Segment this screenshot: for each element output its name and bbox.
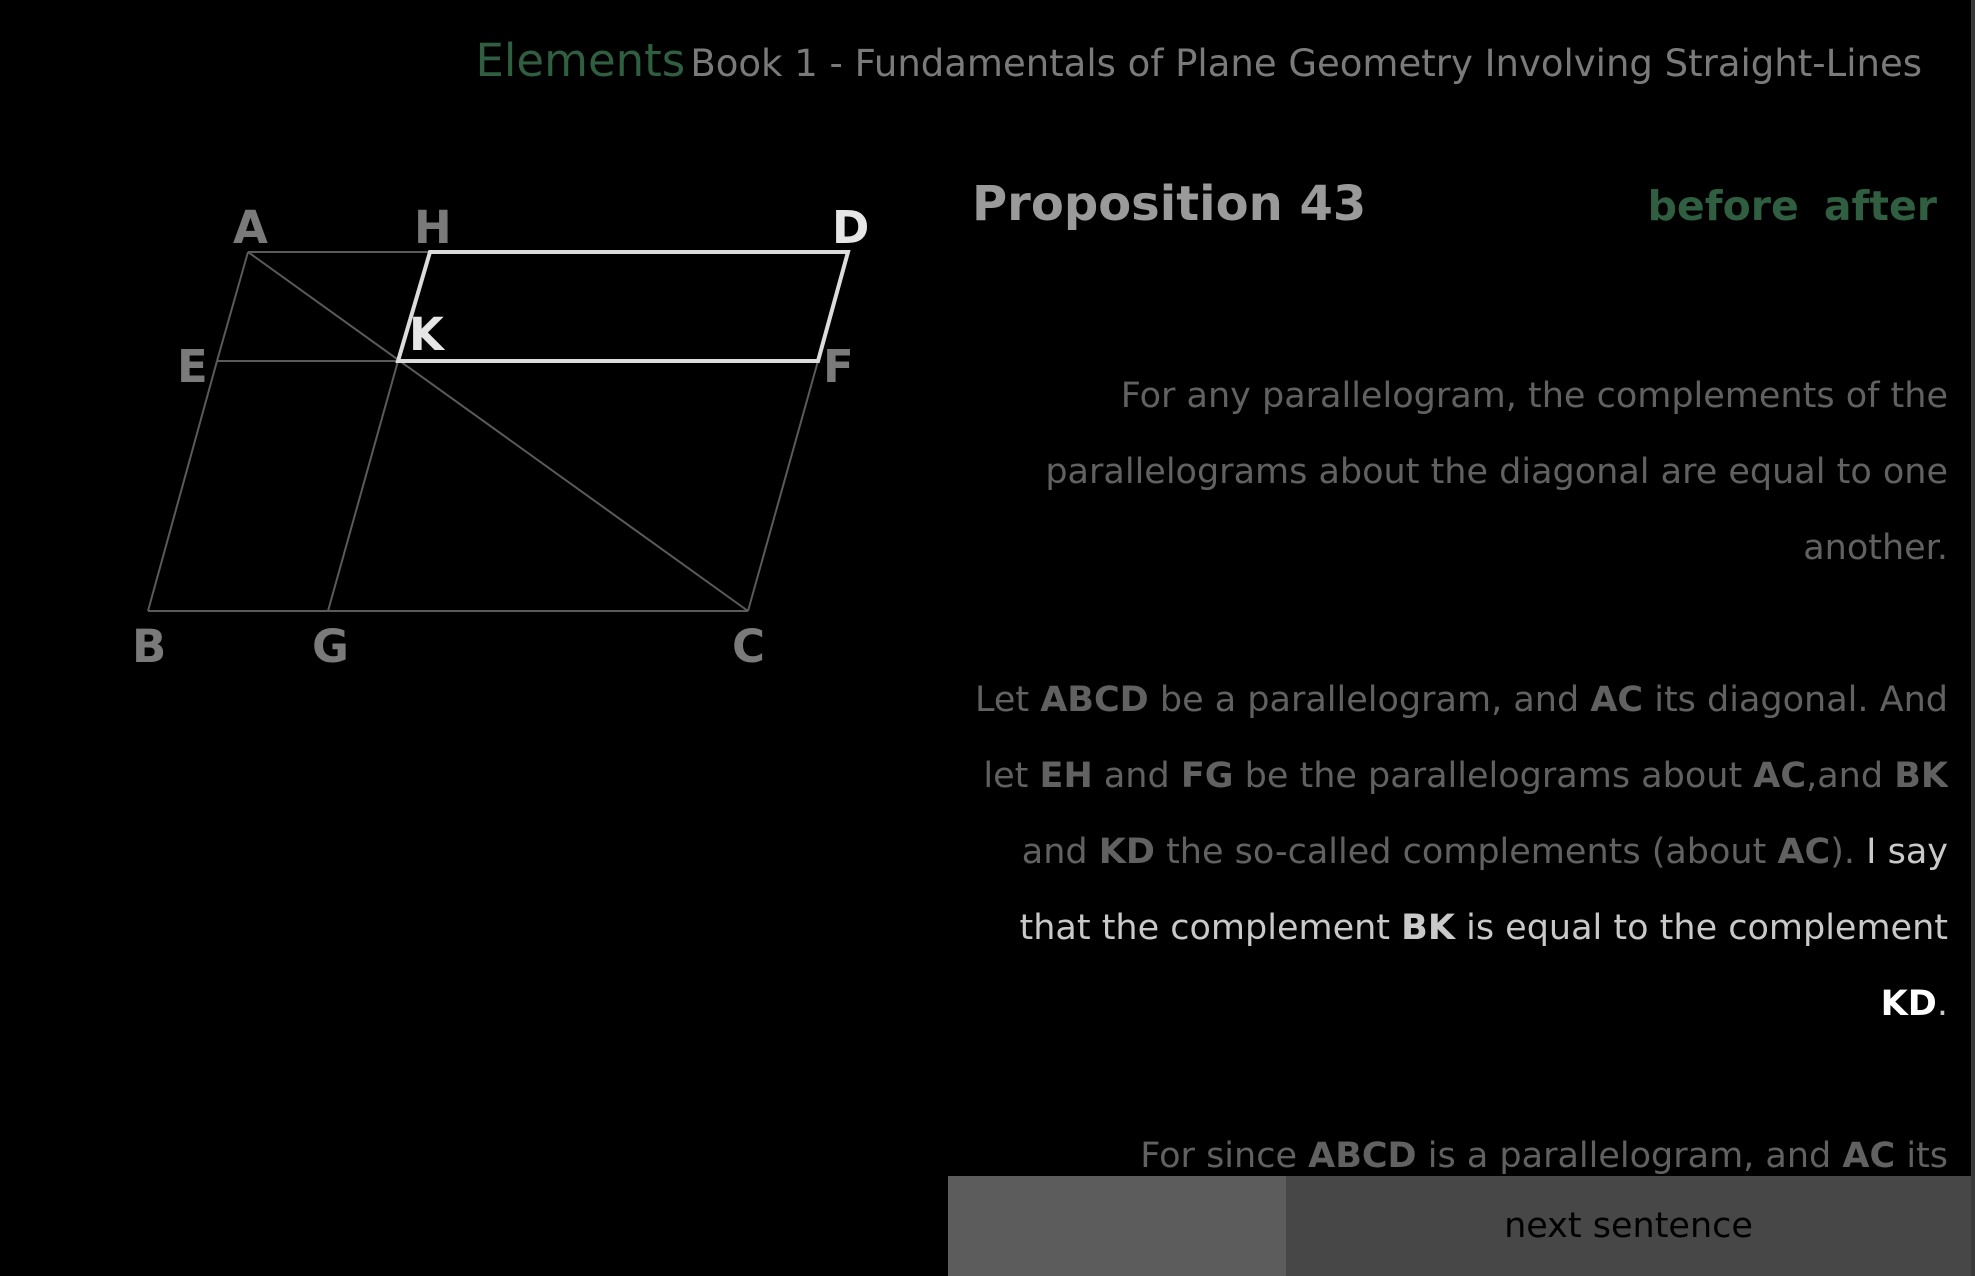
proposition-title: Proposition 43	[972, 176, 1367, 232]
text-fragment: For since	[1140, 1136, 1309, 1176]
complement-KD	[398, 252, 848, 361]
text-fragment: is a parallelogram, and	[1416, 1136, 1843, 1176]
text-fragment: be a parallelogram, and	[1148, 680, 1591, 720]
text-fragment: its	[1906, 1136, 1948, 1176]
term-ABCD: ABCD	[1040, 680, 1149, 720]
term-BK: BK	[1894, 756, 1948, 796]
statement-paragraph: For any parallelogram, the complements of the parallelograms about the diagonal are equal to one another.	[1045, 376, 1948, 568]
book-subtitle: Book 1 - Fundamentals of Plane Geometry Involving Straight-Lines	[690, 42, 1922, 85]
term-FG: FG	[1180, 756, 1234, 796]
line-EB	[148, 361, 217, 611]
text-fragment: I say that the complement	[1019, 832, 1948, 948]
before-link[interactable]: before	[1647, 182, 1799, 230]
diagonal-AC	[248, 252, 748, 611]
text-fragment: and	[1092, 756, 1181, 796]
label-G: G	[312, 620, 349, 673]
label-K: K	[409, 308, 444, 361]
label-E: E	[177, 340, 208, 393]
text-fragment: Let	[974, 680, 1041, 720]
term-ABCD: ABCD	[1308, 1136, 1417, 1176]
term-AC: AC	[1753, 756, 1807, 796]
label-A: A	[233, 201, 268, 254]
proposition-text	[970, 358, 1948, 1178]
text-fragment: ).	[1830, 832, 1867, 872]
label-H: H	[414, 201, 452, 254]
term-AC: AC	[1590, 680, 1644, 720]
text-fragment: .	[1936, 984, 1948, 1024]
after-link[interactable]: after	[1823, 182, 1937, 230]
text-fragment: the so-called complements (about	[1154, 832, 1778, 872]
term-AC: AC	[1777, 832, 1831, 872]
term-BK: BK	[1401, 908, 1455, 948]
term-KD: KD	[1098, 832, 1155, 872]
setup-paragraph	[970, 662, 1948, 1042]
next-sentence-button[interactable]: next sentence	[1286, 1176, 1971, 1276]
line-AE	[217, 252, 248, 361]
label-D: D	[832, 201, 870, 254]
geometry-diagram	[0, 0, 900, 700]
brand-title: Elements	[475, 34, 686, 87]
proposition-nav	[1648, 182, 1937, 230]
window-edge	[1971, 0, 1975, 1276]
line-FC	[748, 361, 818, 611]
text-fragment: is equal to the complement	[1454, 908, 1948, 948]
label-C: C	[732, 620, 766, 673]
diagram-lines	[148, 252, 848, 611]
text-fragment: and	[1021, 832, 1099, 872]
bottom-control-bar	[948, 1176, 1971, 1276]
text-fragment: ,and	[1806, 756, 1895, 796]
text-fragment: be the parallelograms about	[1233, 756, 1754, 796]
line-KG	[328, 361, 398, 611]
term-EH: EH	[1039, 756, 1093, 796]
progress-bar	[948, 1176, 1286, 1276]
text-fragment: its diagonal. And let	[983, 680, 1948, 796]
label-B: B	[132, 620, 167, 673]
proof-paragraph	[970, 1118, 1948, 1178]
term-AC: AC	[1842, 1136, 1896, 1176]
label-F: F	[823, 340, 854, 393]
term-KD-highlight: KD	[1880, 984, 1937, 1024]
